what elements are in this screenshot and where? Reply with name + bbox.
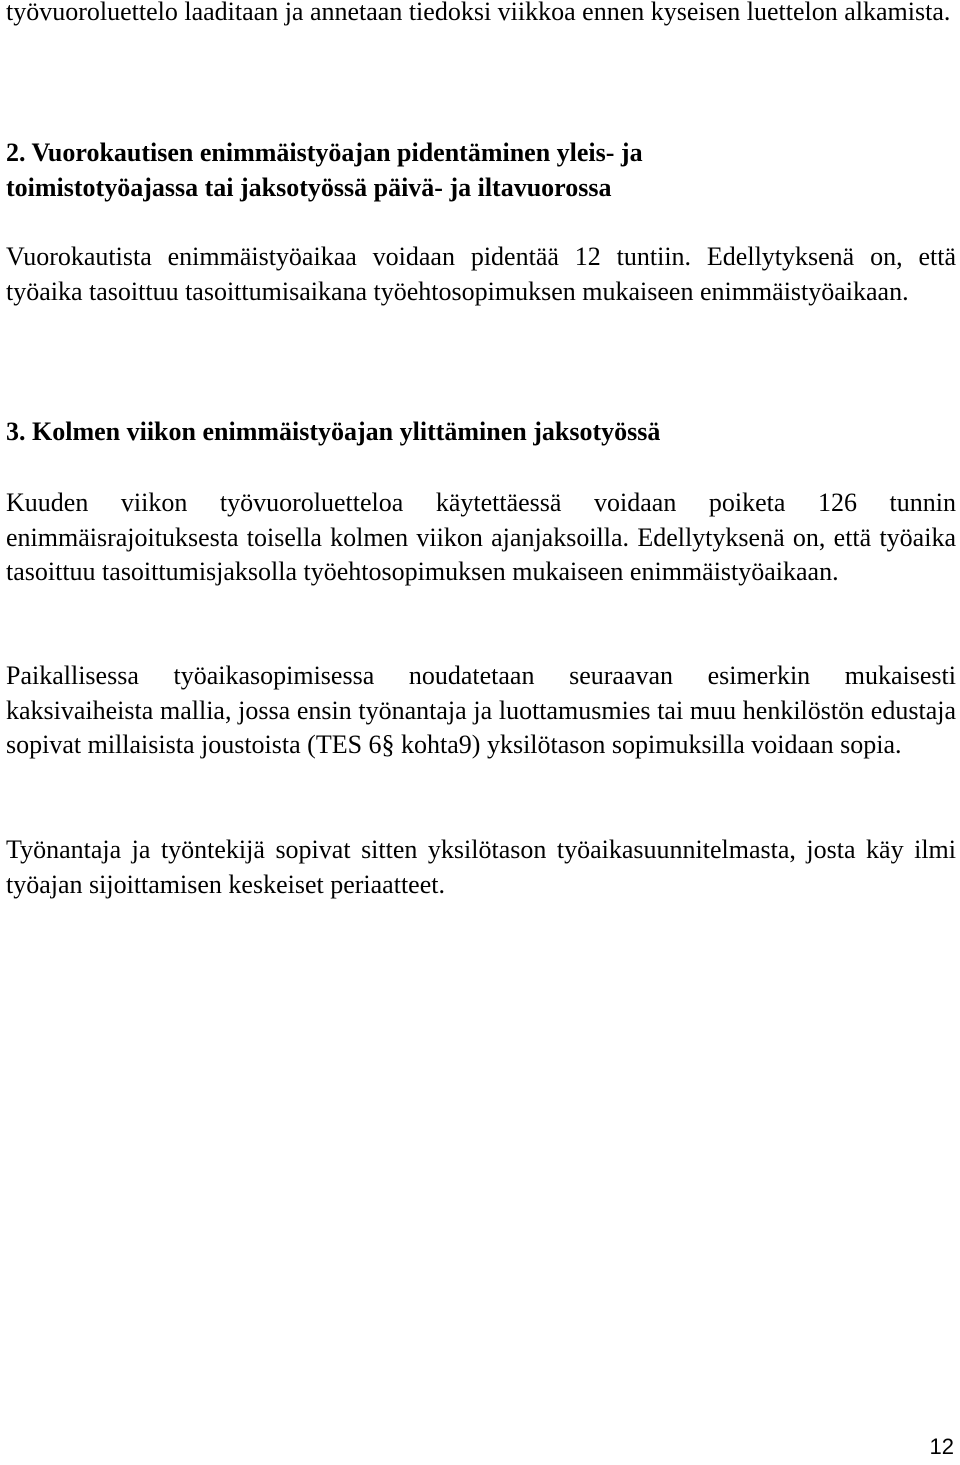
section3-paragraph-3: Työnantaja ja työntekijä sopivat sitten yksilötason työaikasuunnitelmasta, josta käy ilmi työajan sijoittamisen keskeiset periaatteet. [6, 835, 956, 899]
section3-paragraph-2: Paikallisessa työaikasopimisessa noudatetaan seuraavan esimerkin mukaisesti kaksivaiheista mallia, jossa ensin työnantaja ja luottamusmies tai muu henkilöstön edustaja sopivat millaisista joustoista (TES 6§ kohta9) yksilötason sopimuksilla voidaan sopia. [6, 661, 956, 759]
intro-paragraph: työvuoroluettelo laaditaan ja annetaan tiedoksi viikkoa ennen kyseisen luettelon alkamista. [6, 0, 951, 26]
section2-paragraph: Vuorokautista enimmäistyöaikaa voidaan pidentää 12 tuntiin. Edellytyksenä on, että työaika tasoittuu tasoittumisaikana työehtosopimuksen mukaiseen enimmäistyöaikaan. [6, 242, 956, 306]
section3-paragraph-1: Kuuden viikon työvuoroluetteloa käytettäessä voidaan poiketa 126 tunnin enimmäisrajoituksesta toisella kolmen viikon ajanjaksoilla. Edellytyksenä on, että työaika tasoittuu tasoittumisjaksolla työehtosopimuksen mukaiseen enimmäistyöaikaan. [6, 488, 956, 586]
page-number: 12 [929, 1434, 954, 1459]
section3-heading: 3. Kolmen viikon enimmäistyöajan ylittäminen jaksotyössä [6, 417, 661, 446]
section2-heading: 2. Vuorokautisen enimmäistyöajan pidentäminen yleis- ja toimistotyöajassa tai jaksotyössä päivä- ja iltavuorossa [6, 138, 643, 202]
